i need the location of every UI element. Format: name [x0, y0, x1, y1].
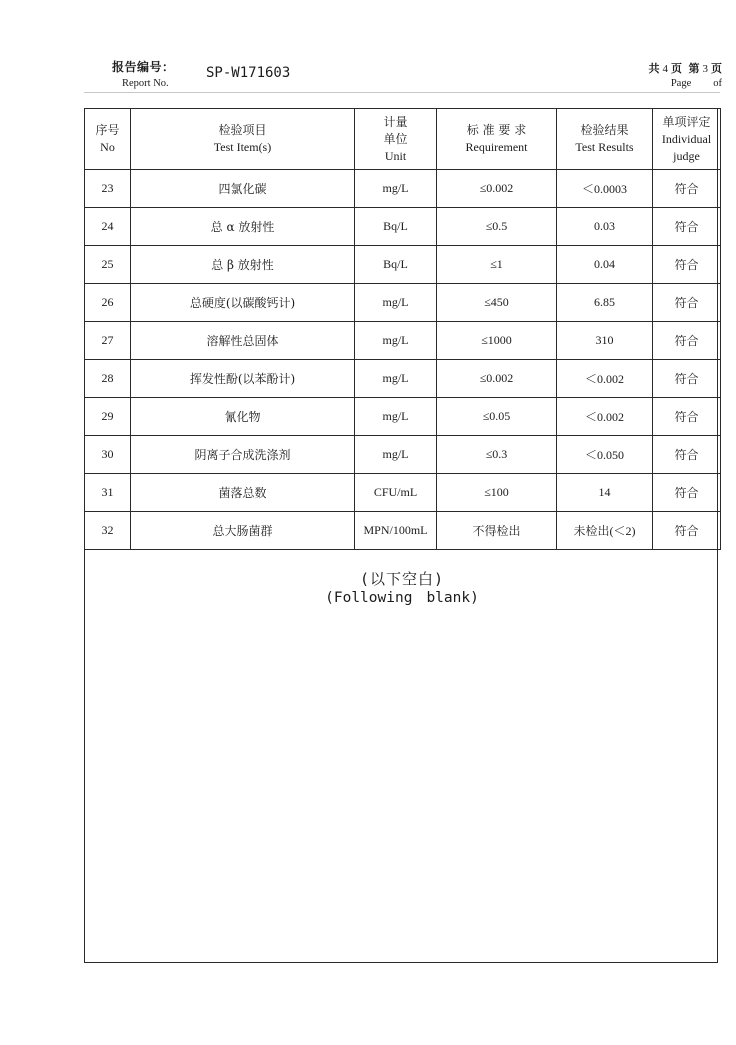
table-row: [85, 208, 721, 246]
cell-judge: 符合: [653, 170, 721, 208]
header-requirement: [437, 109, 557, 170]
header-results: [557, 109, 653, 170]
cell-test-item: 四氯化碳: [131, 170, 355, 208]
report-number-label: [112, 58, 175, 89]
cell-test-item: 溶解性总固体: [131, 322, 355, 360]
table-row: [85, 398, 721, 436]
header-unit-cn-1: 计量: [383, 114, 408, 129]
cell-unit: mg/L: [355, 436, 437, 474]
header-unit: [355, 109, 437, 170]
cell-test-item: 总 β 放射性: [131, 246, 355, 284]
cell-unit: MPN/100mL: [355, 512, 437, 550]
cell-no: 31: [85, 474, 131, 512]
header-item: [131, 109, 355, 170]
header-item-cn: 检验项目: [218, 123, 267, 137]
cell-no: 28: [85, 360, 131, 398]
cell-result: ＜0.0003: [557, 170, 653, 208]
header-no-cn: 序号: [95, 123, 120, 137]
table-row: [85, 170, 721, 208]
cell-judge: 符合: [653, 436, 721, 474]
table-row: [85, 436, 721, 474]
pages-total-prefix: 共: [648, 62, 660, 75]
cell-judge: 符合: [653, 474, 721, 512]
pages-total-suffix: 页: [671, 62, 682, 75]
cell-test-item: 氰化物: [131, 398, 355, 436]
results-table: [84, 108, 721, 550]
header-req-cn: 标 准 要 求: [466, 123, 527, 137]
page-current-suffix: 页: [711, 62, 722, 75]
cell-unit: mg/L: [355, 284, 437, 322]
cell-judge: 符合: [653, 246, 721, 284]
cell-requirement: ≤0.002: [437, 360, 557, 398]
pages-total: 4: [662, 63, 668, 75]
cell-requirement: ≤1000: [437, 322, 557, 360]
of-label-en: of: [713, 78, 722, 89]
cell-no: 23: [85, 170, 131, 208]
header-unit-en: Unit: [384, 148, 407, 163]
cell-judge: 符合: [653, 398, 721, 436]
cell-requirement: ≤0.3: [437, 436, 557, 474]
table-row: [85, 474, 721, 512]
cell-unit: mg/L: [355, 322, 437, 360]
table-row: [85, 322, 721, 360]
cell-no: 25: [85, 246, 131, 284]
cell-requirement: ≤100: [437, 474, 557, 512]
cell-judge: 符合: [653, 284, 721, 322]
cell-judge: 符合: [653, 360, 721, 398]
header-judge-en-1: Individual: [661, 131, 712, 146]
cell-judge: 符合: [653, 208, 721, 246]
cell-test-item: 总硬度(以碳酸钙计): [131, 284, 355, 322]
cell-no: 32: [85, 512, 131, 550]
cell-requirement: 不得检出: [437, 512, 557, 550]
table-row: [85, 284, 721, 322]
following-blank-en: [84, 590, 720, 606]
header-unit-cn-2: 单位: [383, 131, 408, 146]
cell-result: 310: [557, 322, 653, 360]
header-item-en: Test Item(s): [213, 140, 272, 154]
table-row: [85, 360, 721, 398]
cell-requirement: ≤0.002: [437, 170, 557, 208]
cell-unit: Bq/L: [355, 246, 437, 284]
cell-unit: Bq/L: [355, 208, 437, 246]
header-req-en: Requirement: [465, 140, 528, 154]
cell-test-item: 菌落总数: [131, 474, 355, 512]
report-number-label-cn: 报告编号：: [112, 60, 175, 74]
cell-requirement: ≤450: [437, 284, 557, 322]
cell-test-item: 总 α 放射性: [131, 208, 355, 246]
table-row: [85, 246, 721, 284]
page-current-prefix: 第: [688, 62, 700, 75]
cell-requirement: ≤0.5: [437, 208, 557, 246]
cell-unit: mg/L: [355, 170, 437, 208]
header-res-cn: 检验结果: [580, 123, 629, 137]
following-blank-cn: (以下空白): [359, 570, 445, 588]
report-number-label-en: Report No.: [122, 78, 169, 89]
page-current: 3: [702, 63, 708, 75]
header-no: [85, 109, 131, 170]
cell-no: 29: [85, 398, 131, 436]
cell-unit: mg/L: [355, 398, 437, 436]
page-label-en: Page: [670, 78, 692, 89]
header-judge-en-2: judge: [673, 148, 700, 163]
cell-unit: mg/L: [355, 360, 437, 398]
cell-no: 26: [85, 284, 131, 322]
report-number: SP-W171603: [206, 65, 291, 81]
cell-no: 27: [85, 322, 131, 360]
table-row: [85, 512, 721, 550]
cell-requirement: ≤1: [437, 246, 557, 284]
following-blank-note: [84, 568, 720, 606]
cell-result: ＜0.002: [557, 360, 653, 398]
following-blank-en-1: (Following: [325, 590, 413, 606]
header-judge: [653, 109, 721, 170]
cell-result: 未检出(＜2): [557, 512, 653, 550]
header-judge-cn: 单项评定: [662, 114, 711, 129]
cell-test-item: 总大肠菌群: [131, 512, 355, 550]
header-no-en: No: [100, 140, 115, 154]
cell-no: 30: [85, 436, 131, 474]
cell-judge: 符合: [653, 512, 721, 550]
cell-result: ＜0.050: [557, 436, 653, 474]
cell-requirement: ≤0.05: [437, 398, 557, 436]
cell-no: 24: [85, 208, 131, 246]
header-res-en: Test Results: [575, 140, 634, 154]
cell-test-item: 阴离子合成洗涤剂: [131, 436, 355, 474]
cell-result: 14: [557, 474, 653, 512]
cell-result: 0.04: [557, 246, 653, 284]
cell-result: ＜0.002: [557, 398, 653, 436]
header-divider: [84, 92, 720, 93]
cell-judge: 符合: [653, 322, 721, 360]
following-blank-en-2: blank): [426, 590, 479, 606]
page-indicator: [646, 60, 723, 89]
table-header-row: [85, 109, 721, 170]
cell-result: 6.85: [557, 284, 653, 322]
cell-unit: CFU/mL: [355, 474, 437, 512]
cell-result: 0.03: [557, 208, 653, 246]
cell-test-item: 挥发性酚(以苯酚计): [131, 360, 355, 398]
